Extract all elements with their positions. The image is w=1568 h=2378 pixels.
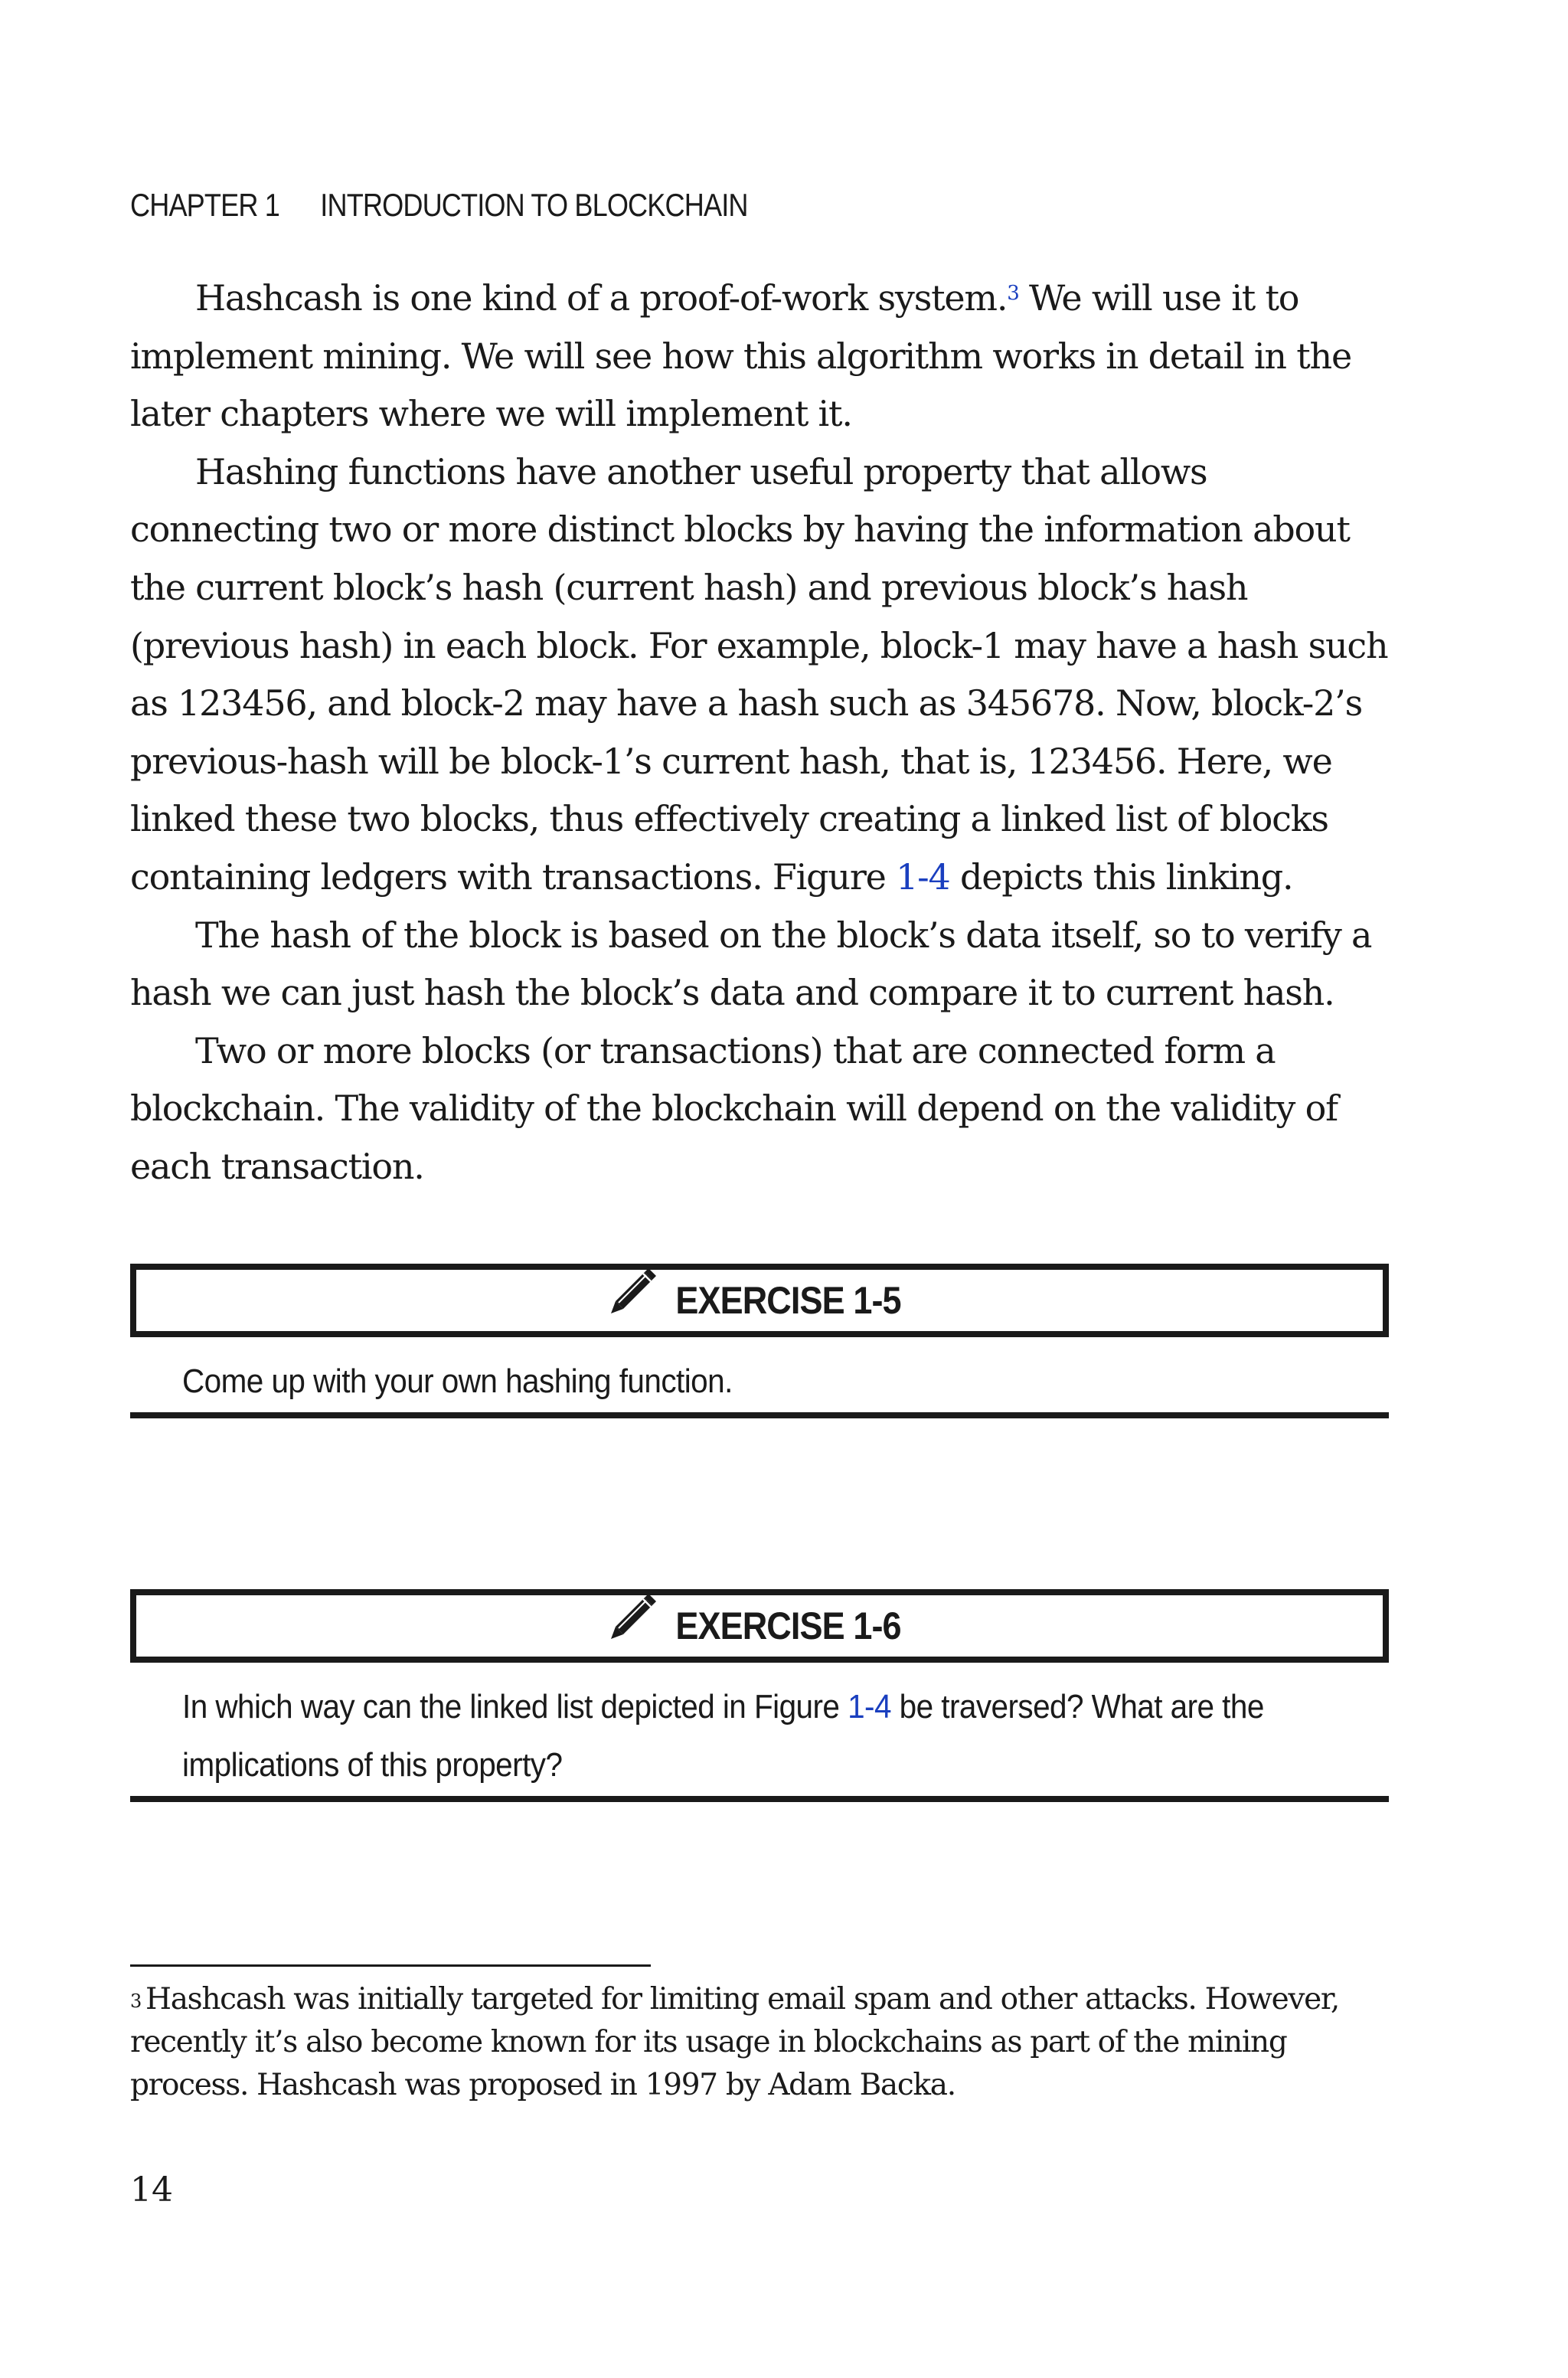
exercise-header-box <box>130 1589 1389 1663</box>
exercise-title <box>136 1595 1383 1657</box>
body-text <box>130 270 1393 1196</box>
footnote-reference[interactable]: 3 <box>1007 282 1019 305</box>
paragraph-1-text-a: Hashcash is one kind of a proof-of-work system. <box>195 277 1008 319</box>
running-head <box>130 187 748 224</box>
exercise-1-5 <box>130 1264 1389 1418</box>
exercise-title-text: EXERCISE 1-6 <box>675 1604 902 1647</box>
exercise-body <box>130 1337 1389 1412</box>
footnote <box>130 1978 1401 2107</box>
footnote-text: Hashcash was initially targeted for limiting email spam and other attacks. However, recently it’s also become known for its usage in blockchains as part of the mining process. Hashcash was proposed in 1997 by Adam Backa. <box>130 1982 1340 2102</box>
paragraph-1 <box>130 270 1393 443</box>
pencil-icon <box>605 1263 658 1317</box>
paragraph-2-text-b: depicts this linking. <box>949 855 1293 898</box>
footnote-separator <box>130 1964 651 1967</box>
figure-link[interactable]: 1-4 <box>848 1688 891 1725</box>
exercise-body <box>130 1663 1389 1796</box>
exercise-text-b: be traversed? What are the implications of this property? <box>182 1688 1264 1784</box>
exercise-1-6 <box>130 1589 1389 1802</box>
paragraph-3: The hash of the block is based on the block’s data itself, so to verify a hash we can just hash the block’s data and compare it to current hash. <box>130 914 1372 1014</box>
exercise-text-a: In which way can the linked list depicted in Figure <box>182 1688 848 1725</box>
exercise-text: Come up with your own hashing function. <box>182 1362 733 1400</box>
exercise-bottom-rule <box>130 1796 1389 1802</box>
chapter-label: CHAPTER 1 <box>130 187 279 223</box>
paragraph-2-text-a: Hashing functions have another useful property that allows connecting two or more distinct blocks by having the information about the current block’s hash (current hash) and previous block’s hash (previous hash) in each block. For example, block-1 may have a hash such as 123456, and block-2 may have a hash such as 345678. Now, block-2’s previous-hash will be block-1’s current hash, that is, 123456. Here, we linked these two blocks, thus effectively creating a linked list of blocks containing ledgers with transactions. Figure <box>130 450 1388 898</box>
exercise-text <box>182 1678 1380 1794</box>
exercise-title-text: EXERCISE 1-5 <box>675 1279 902 1322</box>
chapter-title: INTRODUCTION TO BLOCKCHAIN <box>320 187 748 223</box>
page-number: 14 <box>130 2170 173 2210</box>
pencil-icon <box>605 1588 658 1642</box>
exercise-header-box <box>130 1264 1389 1337</box>
paragraph-1-text-b: We will use it to implement mining. We will see how this algorithm works in detail in the later chapters where we will implement it. <box>130 277 1351 435</box>
figure-link[interactable]: 1-4 <box>896 855 950 898</box>
exercise-title <box>136 1270 1383 1331</box>
footnote-number: 3 <box>130 1990 141 2012</box>
paragraph-4: Two or more blocks (or transactions) that are connected form a blockchain. The validity of the blockchain will depend on the validity of each transaction. <box>130 1029 1338 1187</box>
paragraph-2 <box>130 443 1393 907</box>
exercise-bottom-rule <box>130 1412 1389 1418</box>
